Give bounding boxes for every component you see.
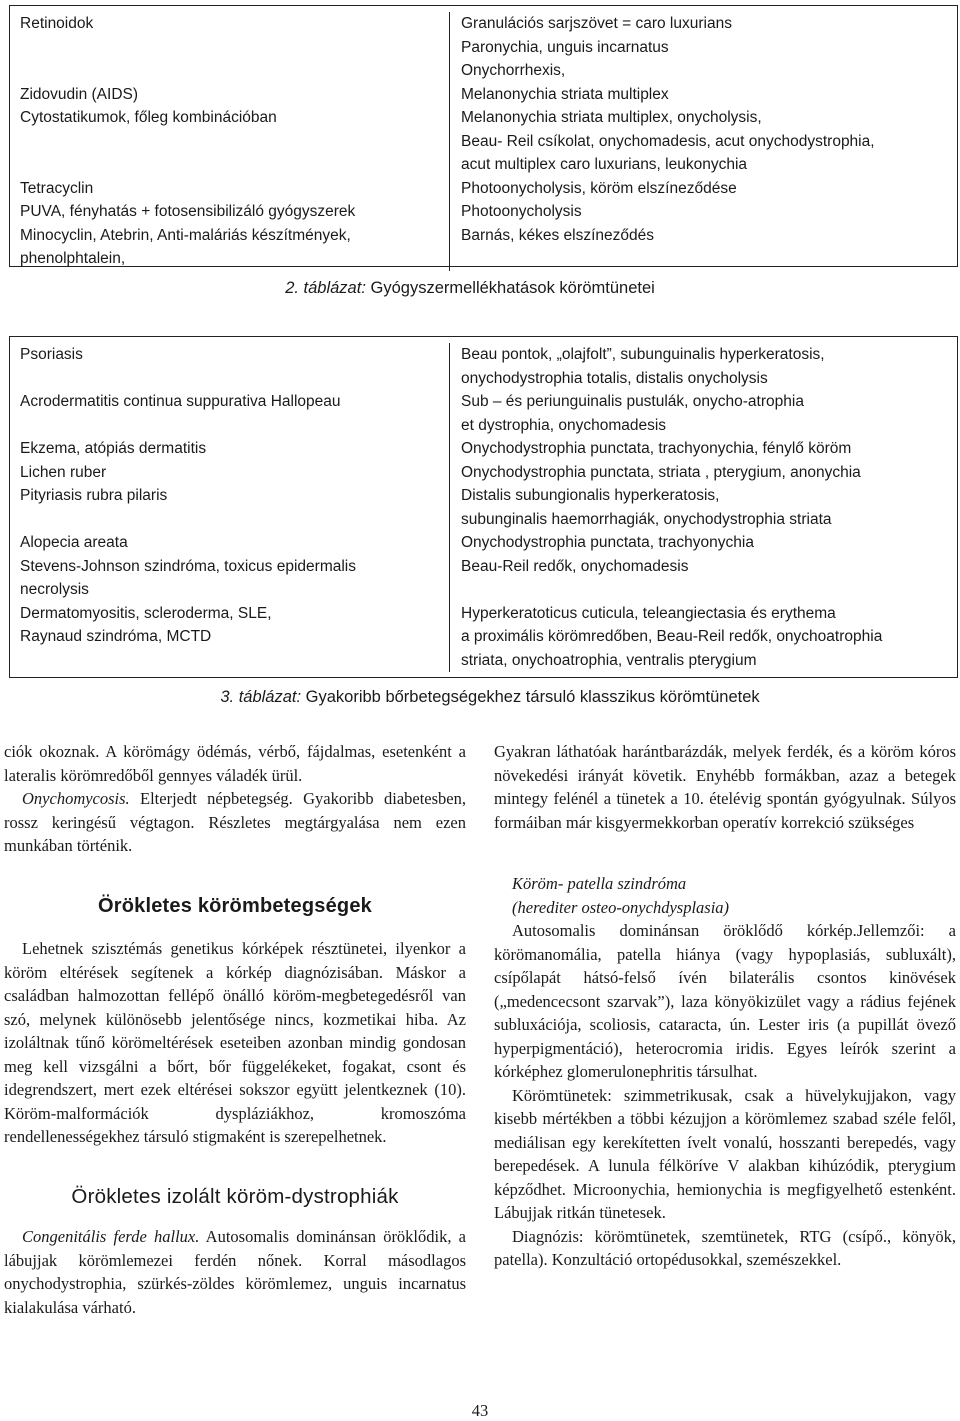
table-row — [10, 343, 957, 390]
table-3 — [9, 336, 958, 678]
left-paragraph-1: ciók okoznak. A körömágy ödémás, vérbő, fájdalmas, esetenként a lateralis körömredőből gennyes váladék ürül. — [4, 742, 466, 785]
cell-line: striata, onychoatrophia, ventralis pterygium — [461, 651, 757, 669]
table-cell-condition — [10, 12, 450, 83]
table-cell-condition — [10, 461, 450, 485]
table-cell-condition — [10, 531, 450, 555]
table-row — [10, 602, 957, 673]
cell-line: Dermatomyositis, scleroderma, SLE, — [20, 604, 272, 622]
table-row — [10, 83, 957, 107]
table-cell-symptoms — [450, 177, 957, 201]
table-cell-condition — [10, 200, 450, 224]
table-2-caption-number: 2. táblázat: — [285, 279, 366, 297]
cell-line: Melanonychia striata multiplex — [461, 85, 669, 103]
table-cell-symptoms — [450, 555, 957, 602]
cell-line: Granulációs sarjszövet = caro luxurians — [461, 15, 732, 32]
right-paragraph-2: Autosomalis dominánsan öröklődő kórkép.Jellemzői: a körömanomália, patella hiánya (vagy hypoplasiás, subluxált), csípőlapát hátsó-felső ívén bilaterális csontos kinövések („medencecsont szarvak”), laza könyökizület vagy a rádius fejének subluxációja, scoliosis, cataracta, ún. Lester iris (a pupillát övező hyperpigmentáció), heterocromia iridis. Egyes leírók szerint a kórképhez glomerulonephritis társulhat. — [494, 921, 956, 1081]
right-column — [494, 740, 956, 1272]
cell-line: Onychorrhexis, — [461, 62, 566, 79]
table-cell-condition — [10, 390, 450, 437]
cell-line — [20, 367, 449, 391]
cell-line: Alopecia areata — [20, 534, 128, 551]
cell-line: Sub – és periunguinalis pustulák, onycho-atrophia — [461, 393, 804, 410]
table-cell-symptoms — [450, 200, 957, 224]
right-paragraph-4: Diagnózis: körömtünetek, szemtünetek, RTG (csípő., könyök, patella). Konzultáció ortopédusokkal, szemészekkel. — [494, 1226, 956, 1269]
page-number: 43 — [471, 1401, 489, 1420]
table-cell-condition — [10, 224, 450, 271]
cell-line: Lichen ruber — [20, 463, 107, 481]
cell-line: subunginalis haemorrhagiák, onychodystrophia striata — [461, 510, 832, 528]
cell-line — [20, 153, 449, 177]
cell-line: Minocyclin, Atebrin, Anti-maláriás készítmények, — [20, 226, 351, 244]
table-cell-condition — [10, 106, 450, 177]
cell-line: onychodystrophia totalis, distalis onycholysis — [461, 369, 768, 387]
table-2 — [9, 5, 958, 267]
cell-line: necrolysis — [20, 581, 89, 598]
table-cell-symptoms — [450, 343, 957, 390]
table-row — [10, 555, 957, 602]
cell-line — [461, 578, 957, 602]
cell-line: Beau-Reil redők, onychomadesis — [461, 557, 689, 575]
cell-line: Paronychia, unguis incarnatus — [461, 38, 669, 56]
cell-line: et dystrophia, onychomadesis — [461, 416, 667, 434]
cell-line — [20, 649, 449, 673]
subheading-nail-patella: Köröm- patella szindróma — [512, 874, 687, 893]
table-2-caption-text: Gyógyszermellékhatások körömtünetei — [365, 279, 655, 297]
table-cell-condition — [10, 484, 450, 531]
cell-line: Photoonycholysis, köröm elszíneződése — [461, 179, 737, 197]
cell-line — [20, 130, 449, 154]
cell-line: Barnás, kékes elszíneződés — [461, 226, 654, 244]
cell-line: Hyperkeratoticus cuticula, teleangiectasia és erythema — [461, 604, 836, 622]
table-row — [10, 106, 957, 177]
right-paragraph-3: Körömtünetek: szimmetrikusak, csak a hüvelykujjakon, vagy kisebb mértékben a többi kézujjon a körömlemez szabad széle felől, mediálisan egy kerekítetten ívelt vonalú, hosszanti berepedés, vagy berepedések. A lunula félköríve V alakban kihúzódik, pterygium képződhet. Microonychia, hemionychia is megfigyelhető estenként. Lábujjak ritkán tünetesek. — [494, 1085, 956, 1222]
hallux-text: Autosomalis dominánsan öröklődik, a lábujjak körömlemezei ferdén nőnek. Korral másodlagos onychodystrophia, szürkés-zöldes körömlemez, unguis incarnatus kialakulása várható. — [4, 1227, 466, 1317]
table-row — [10, 224, 957, 271]
cell-line — [461, 247, 957, 271]
table-cell-symptoms — [450, 12, 957, 83]
cell-line: Beau- Reil csíkolat, onychomadesis, acut onychodystrophia, — [461, 132, 875, 150]
hallux-term: Congenitális ferde hallux. — [22, 1227, 200, 1246]
cell-line: Raynaud szindróma, MCTD — [20, 628, 212, 645]
table-row — [10, 531, 957, 555]
heading-isolated-dystrophies: Örökletes izolált köröm-dystrophiák — [71, 1184, 399, 1208]
onychomycosis-text: Elterjedt népbetegség. Gyakoribb diabetesben, rossz keringésű végtagon. Részletes megtárgyalása nem ezen munkában történik. — [4, 789, 466, 855]
cell-line: Photoonycholysis — [461, 203, 582, 220]
left-paragraph-2 — [4, 787, 466, 858]
cell-line: Onychodystrophia punctata, trachyonychia, fénylő köröm — [461, 440, 852, 457]
cell-line — [20, 59, 449, 83]
cell-line: Acrodermatitis continua suppurativa Hallopeau — [20, 393, 341, 410]
table-row — [10, 177, 957, 201]
subheading-hereditary: (herediter osteo-onychdysplasia) — [512, 897, 730, 917]
table-row — [10, 200, 957, 224]
table-cell-condition — [10, 437, 450, 461]
heading-inherited-nail-diseases: Örökletes körömbetegségek — [98, 894, 372, 917]
cell-line: Beau pontok, „olajfolt”, subunguinalis hyperkeratosis, — [461, 346, 825, 363]
cell-line: Onychodystrophia punctata, trachyonychia — [461, 534, 754, 551]
table-cell-symptoms — [450, 224, 957, 271]
table-row — [10, 390, 957, 437]
table-2-caption — [0, 279, 950, 298]
table-row — [10, 12, 957, 83]
table-row — [10, 437, 957, 461]
table-cell-condition — [10, 602, 450, 673]
table-cell-symptoms — [450, 390, 957, 437]
onychomycosis-term: Onychomycosis. — [22, 789, 130, 808]
cell-line: Tetracyclin — [20, 179, 94, 197]
cell-line: Cytostatikumok, főleg kombinációban — [20, 109, 277, 126]
table-3-caption — [10, 688, 960, 707]
table-cell-symptoms — [450, 83, 957, 107]
table-cell-condition — [10, 343, 450, 390]
table-row — [10, 484, 957, 531]
table-3-caption-text: Gyakoribb bőrbetegségekhez társuló klasszikus körömtünetek — [301, 688, 760, 706]
table-row — [10, 461, 957, 485]
table-cell-condition — [10, 555, 450, 602]
cell-line: acut multiplex caro luxurians, leukonychia — [461, 156, 748, 173]
cell-line: a proximális körömredőben, Beau-Reil redők, onychoatrophia — [461, 628, 883, 645]
cell-line: Distalis subungionalis hyperkeratosis, — [461, 487, 720, 504]
table-3-caption-number: 3. táblázat: — [220, 688, 302, 706]
cell-line: Stevens-Johnson szindróma, toxicus epidermalis — [20, 557, 356, 575]
cell-line: PUVA, fényhatás + fotosensibilizáló gyógyszerek — [20, 203, 356, 220]
table-cell-symptoms — [450, 461, 957, 485]
table-cell-symptoms — [450, 531, 957, 555]
table-cell-condition — [10, 83, 450, 107]
cell-line: Ekzema, atópiás dermatitis — [20, 440, 207, 457]
right-paragraph-1: Gyakran láthatóak harántbarázdák, melyek ferdék, és a köröm kóros növekedési irányát követik. Enyhébb formákban, azaz a betegek mintegy felénél a tünetek a 10. ételévig spontán gyógyulnak. Súlyos formáiban már kisgyermekkorban operatív korrekció szükséges — [494, 742, 956, 832]
cell-line: phenolphtalein, — [20, 250, 126, 267]
cell-line: Retinoidok — [20, 15, 94, 32]
cell-line — [20, 414, 449, 438]
cell-line: Onychodystrophia punctata, striata , pterygium, anonychia — [461, 463, 861, 481]
table-cell-symptoms — [450, 437, 957, 461]
table-cell-symptoms — [450, 602, 957, 673]
left-paragraph-4 — [4, 1225, 466, 1319]
cell-line — [20, 36, 449, 60]
table-cell-condition — [10, 177, 450, 201]
table-cell-symptoms — [450, 484, 957, 531]
cell-line: Pityriasis rubra pilaris — [20, 487, 168, 504]
cell-line: Psoriasis — [20, 346, 83, 363]
cell-line: Melanonychia striata multiplex, onycholysis, — [461, 109, 762, 126]
table-cell-symptoms — [450, 106, 957, 177]
cell-line — [20, 508, 449, 532]
cell-line: Zidovudin (AIDS) — [20, 85, 139, 103]
left-paragraph-3: Lehetnek szisztémás genetikus kórképek résztünetei, ilyenkor a köröm eltérések segítenek a kórkép diagnózisában. Máskor a családban halmozottan fellépő önálló köröm-megbetegedésről van szó, melynek különösebb jelentősége nincs, kozmetikai hiba. Az izoláltnak tűnő körömeltérések eseteiben azonban mindig gondosan meg kell vizsgálni a bőrt, bőr függelékeket, fogakat, csont és idegrendszert, mert ezek eltérései sokszor együtt jelentkeznek (10). Köröm-malformációk dyspláziákhoz, kromoszóma rendellenességekhez társuló stigmaként is szerepelhetnek. — [4, 939, 466, 1146]
left-column — [4, 740, 466, 1319]
